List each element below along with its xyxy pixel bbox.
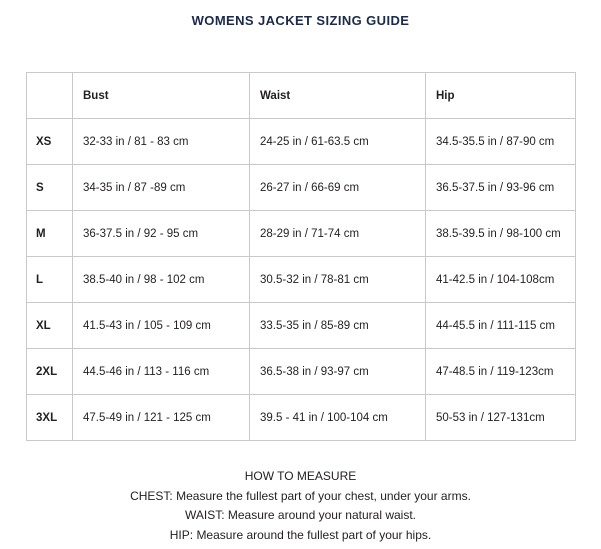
cell-waist: 33.5-35 in / 85-89 cm [250, 303, 426, 349]
table-row [27, 303, 576, 349]
cell-waist: 28-29 in / 71-74 cm [250, 211, 426, 257]
table-row [27, 395, 576, 441]
cell-bust: 34-35 in / 87 -89 cm [73, 165, 250, 211]
size-table [26, 72, 576, 441]
table-header-row [27, 73, 576, 119]
cell-bust: 36-37.5 in / 92 - 95 cm [73, 211, 250, 257]
cell-waist: 24-25 in / 61-63.5 cm [250, 119, 426, 165]
column-header-size [27, 73, 73, 119]
how-to-measure-section [0, 467, 601, 545]
how-to-measure-heading: HOW TO MEASURE [244, 469, 357, 483]
how-to-measure-waist: WAIST: Measure around your natural waist. [185, 508, 416, 522]
cell-hip: 47-48.5 in / 119-123cm [426, 349, 576, 395]
cell-hip: 44-45.5 in / 111-115 cm [426, 303, 576, 349]
cell-waist: 39.5 - 41 in / 100-104 cm [250, 395, 426, 441]
cell-bust: 44.5-46 in / 113 - 116 cm [73, 349, 250, 395]
cell-waist: 36.5-38 in / 93-97 cm [250, 349, 426, 395]
table-header [27, 73, 576, 119]
cell-hip: 50-53 in / 127-131cm [426, 395, 576, 441]
table-row [27, 165, 576, 211]
cell-hip: 38.5-39.5 in / 98-100 cm [426, 211, 576, 257]
cell-hip: 41-42.5 in / 104-108cm [426, 257, 576, 303]
cell-hip: 36.5-37.5 in / 93-96 cm [426, 165, 576, 211]
table-row [27, 349, 576, 395]
row-size-label: S [27, 165, 73, 211]
cell-bust: 32-33 in / 81 - 83 cm [73, 119, 250, 165]
cell-waist: 30.5-32 in / 78-81 cm [250, 257, 426, 303]
column-header-waist: Waist [250, 73, 426, 119]
page-title: WOMENS JACKET SIZING GUIDE [191, 13, 410, 28]
cell-waist: 26-27 in / 66-69 cm [250, 165, 426, 211]
table-row [27, 119, 576, 165]
table-body [27, 119, 576, 441]
cell-bust: 41.5-43 in / 105 - 109 cm [73, 303, 250, 349]
cell-bust: 38.5-40 in / 98 - 102 cm [73, 257, 250, 303]
size-table-container [26, 72, 575, 441]
row-size-label: L [27, 257, 73, 303]
row-size-label: XS [27, 119, 73, 165]
column-header-bust: Bust [73, 73, 250, 119]
table-row [27, 211, 576, 257]
how-to-measure-chest: CHEST: Measure the fullest part of your chest, under your arms. [130, 488, 471, 503]
cell-bust: 47.5-49 in / 121 - 125 cm [73, 395, 250, 441]
table-row [27, 257, 576, 303]
cell-hip: 34.5-35.5 in / 87-90 cm [426, 119, 576, 165]
how-to-measure-hip: HIP: Measure around the fullest part of your hips. [169, 527, 432, 542]
row-size-label: XL [27, 303, 73, 349]
row-size-label: M [27, 211, 73, 257]
column-header-hip: Hip [426, 73, 576, 119]
row-size-label: 3XL [27, 395, 73, 441]
row-size-label: 2XL [27, 349, 73, 395]
